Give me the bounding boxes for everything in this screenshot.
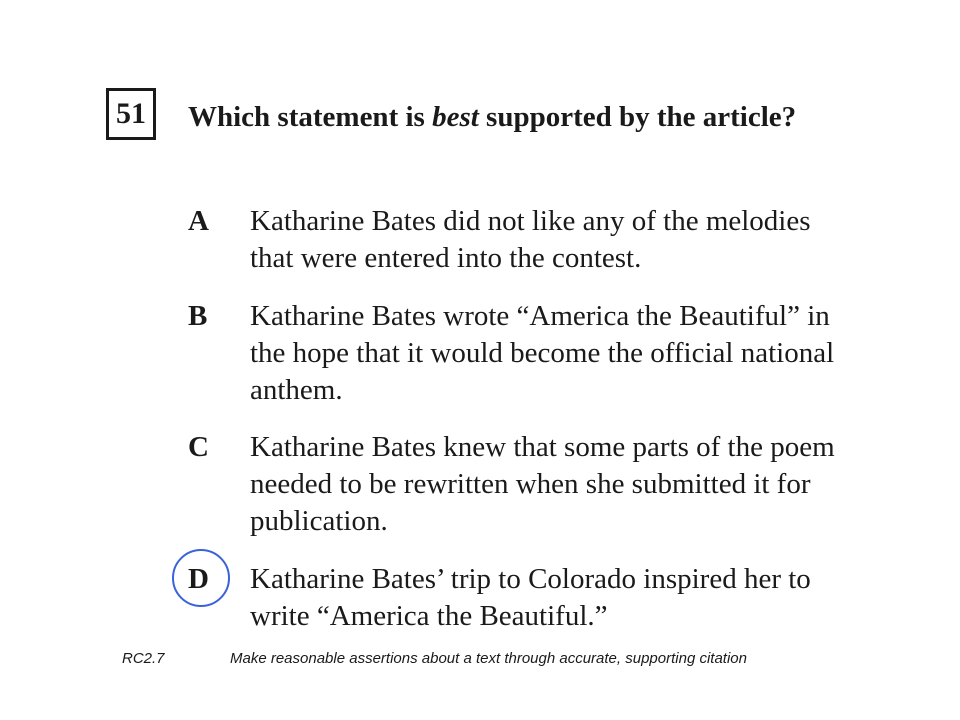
choice-letter: A [188,205,209,237]
question-number-box [106,88,156,140]
question-stem-lead: Which statement is [188,101,433,133]
choice-letter: D [188,563,209,595]
correct-answer-circle [172,549,230,607]
question-number: 51 [116,97,146,130]
choice-text: Katharine Bates wrote “America the Beautiful” in the hope that it would become the official national anthem. [250,300,835,406]
choice-letter: B [188,300,208,332]
standard-code: RC2.7 [122,650,165,667]
question-stem [188,98,828,137]
standard-description: Make reasonable assertions about a text through accurate, supporting citation [230,650,747,667]
question-stem-tail: supported by the article? [478,101,797,133]
choice-text: Katharine Bates’ trip to Colorado inspired her to write “America the Beautiful.” [250,563,811,632]
choice-text: Katharine Bates did not like any of the melodies that were entered into the contest. [250,205,811,274]
question-stem-emphasis: best [432,101,479,133]
choice-text: Katharine Bates knew that some parts of the poem needed to be rewritten when she submitted it for publication. [250,431,835,537]
choice-letter: C [188,431,209,463]
